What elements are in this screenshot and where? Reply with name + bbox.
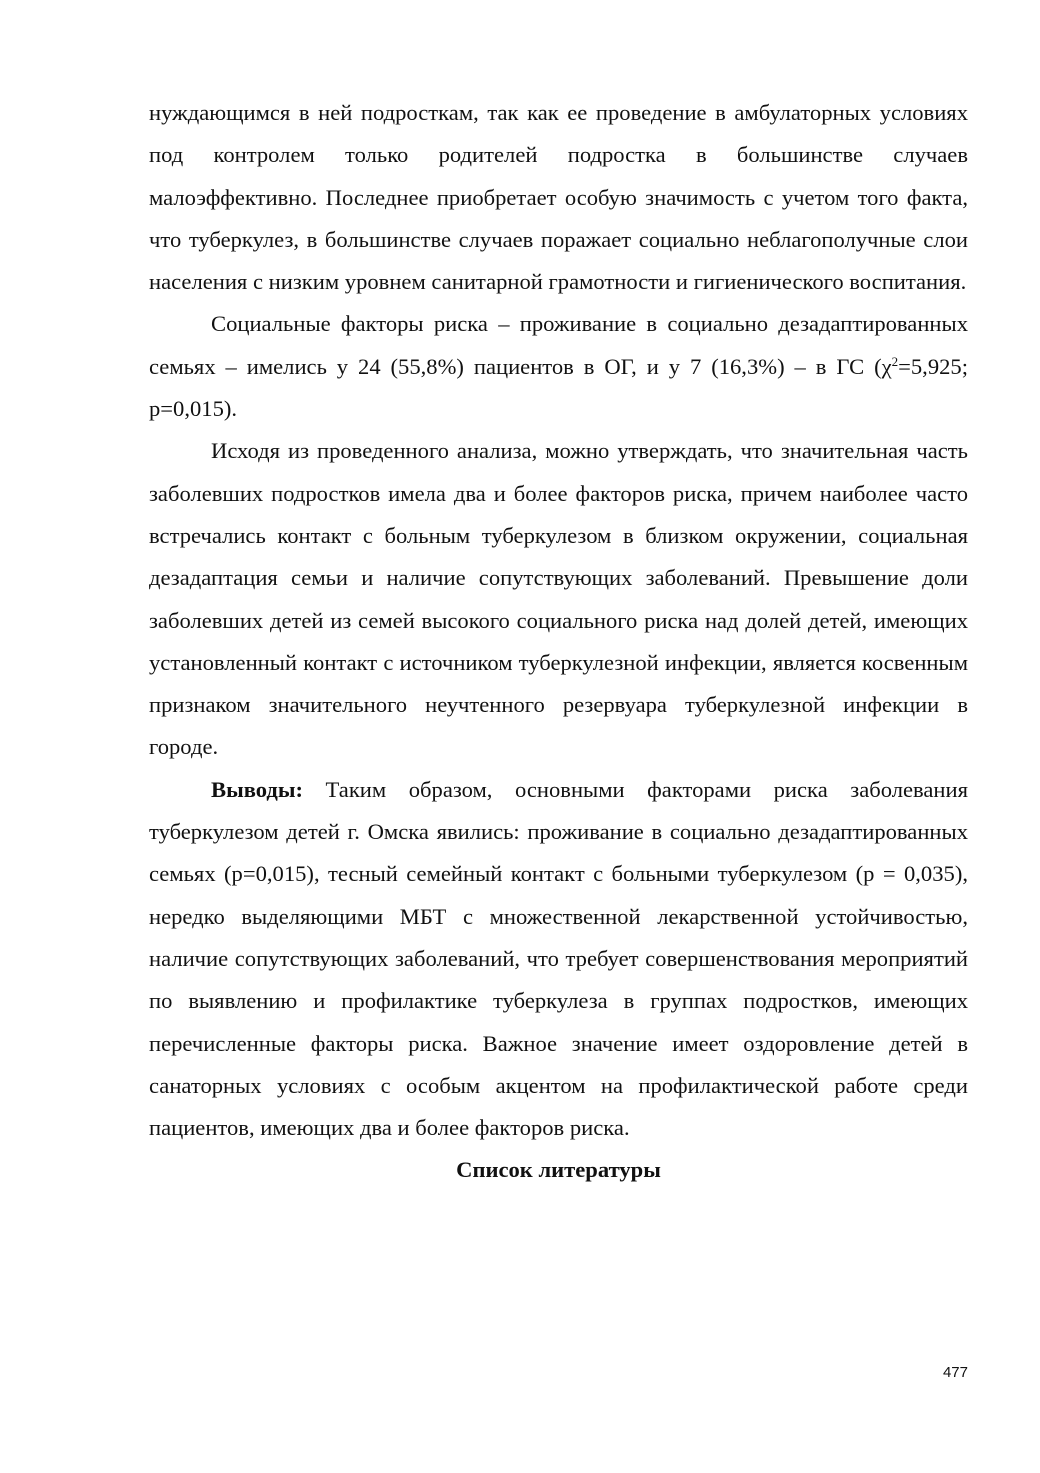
page-number: 477 xyxy=(942,1364,968,1381)
paragraph-social-risk-factors xyxy=(149,303,968,430)
conclusions-label: Выводы: xyxy=(211,776,303,802)
social-risk-text-end: =5,925; p=0,015). xyxy=(149,353,968,422)
conclusions-text: Таким образом, основными факторами риска заболевания туберкулезом детей г. Омска явились: проживание в социально дезадаптированных семьях (p=0,015), тесный семейный контакт с больными туберкулезом (p = 0,035), нередко выделяющими МБТ с множественной лекарственной устойчивостью, наличие сопутствующих заболеваний, что требует совершенствования мероприятий по выявлению и профилактике туберкулеза в группах подростков, имеющих перечисленные факторы риска. Важное значение имеет оздоровление детей в санаторных условиях с особым акцентом на профилактической работе среди пациентов, имеющих два и более факторов риска. xyxy=(149,776,968,1141)
paragraph-conclusions xyxy=(149,769,968,1150)
paragraph-analysis: Исходя из проведенного анализа, можно утверждать, что значительная часть заболевших подростков имела два и более факторов риска, причем наиболее часто встречались контакт с больным туберкулезом в близком окружении, социальная дезадаптация семьи и наличие сопутствующих заболеваний. Превышение доли заболевших детей из семей высокого социального риска над долей детей, имеющих установленный контакт с источником туберкулезной инфекции, является косвенным признаком значительного неучтенного резервуара туберкулезной инфекции в городе. xyxy=(149,438,968,760)
chi-square-exponent: 2 xyxy=(891,353,899,369)
paragraph-rehabilitation: нуждающимся в ней подросткам, так как ее проведение в амбулаторных условиях под контролем только родителей подростка в большинстве случаев малоэффективно. Последнее приобретает особую значимость с учетом того факта, что туберкулез, в большинстве случаев поражает социально неблагополучные слои населения с низким уровнем санитарной грамотности и гигиенического воспитания. xyxy=(149,100,968,295)
references-heading: Список литературы xyxy=(456,1157,661,1183)
document-body xyxy=(149,92,968,1192)
social-risk-text-start: Социальные факторы риска – проживание в социально дезадаптированных семьях – имелись у 24 (55,8%) пациентов в ОГ, и у 7 (16,3%) – в ГС (χ xyxy=(149,311,968,379)
